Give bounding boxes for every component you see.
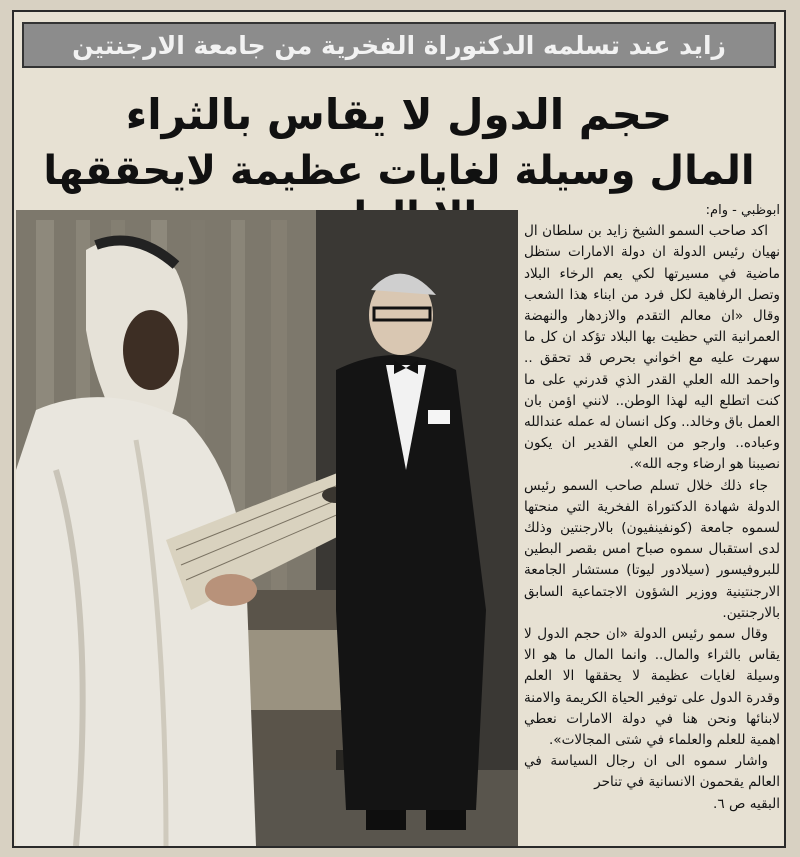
body-paragraph: واشار سموه الى ان رجال السياسة في العالم يقحمون الانسانية في تناحر xyxy=(524,753,780,791)
dateline: ابوظبي - وام: xyxy=(705,203,780,218)
headline-line-2: المال وسيلة لغايات عظيمة لايحققها xyxy=(43,148,755,194)
article-body xyxy=(524,200,780,846)
kicker-banner xyxy=(22,22,776,68)
body-paragraph: وقال سمو رئيس الدولة «ان حجم الدول لا يقاس بالثراء والمال.. وانما المال ما هو الا وسيلة لغايات عظيمة لا يحققها الا العلم وقدرة الدول على توفير الحياة الكريمة والامنة لابنائها ونحن هنا في دولة الامارات نعطي اهمية للعلم والعلماء في شتى المجالات». xyxy=(524,626,780,749)
news-photo xyxy=(16,210,518,846)
kicker-text: زايد عند تسلمه الدكتوراة الفخرية من جامعة الارجنتين xyxy=(72,30,726,60)
headline-line-1: حجم الدول لا يقاس بالثراء xyxy=(125,90,673,139)
body-paragraph: اكد صاحب السمو الشيخ زايد بن سلطان ال نهيان رئيس الدولة ان دولة الامارات ستظل ماضية في مسيرتها لكي يعم الرخاء البلاد وتصل الرفاهية لكل فرد من ابناء هذا الشعب وقال «ان معالم التقدم والازدهار والنهضة العمرانية التي حظيت بها البلاد تؤكد ان كل ما سهرت عليه مع اخواني بحرص قد تحقق .. واحمد الله العلي القدر الذي قدرني على ما كنت اتطلع اليه لهذا الوطن.. لانني اؤمن بان العمل باق وخالد.. وكل انسان له عمله عندالله وعباده.. وارجو من العلي القدير ان يكون نصيبنا هو ارضاء وجه الله». xyxy=(524,223,780,473)
photo-illustration xyxy=(16,210,518,846)
newspaper-clipping xyxy=(12,10,786,848)
body-paragraph: جاء ذلك خلال تسلم صاحب السمو رئيس الدولة شهادة الدكتوراة الفخرية التي منحتها لسموه جامعة (كونفينفيون) بالارجنتين وذلك لدى استقبال سموه صباح امس بقصر البطين للبروفيسور (سيلادور ليوتا) مستشار الجامعة الارجنتينية ووزير الشؤون الاجتماعية السابق بالارجنتين. xyxy=(524,477,780,621)
continued-note: البقيه ص ٦. xyxy=(712,795,780,812)
